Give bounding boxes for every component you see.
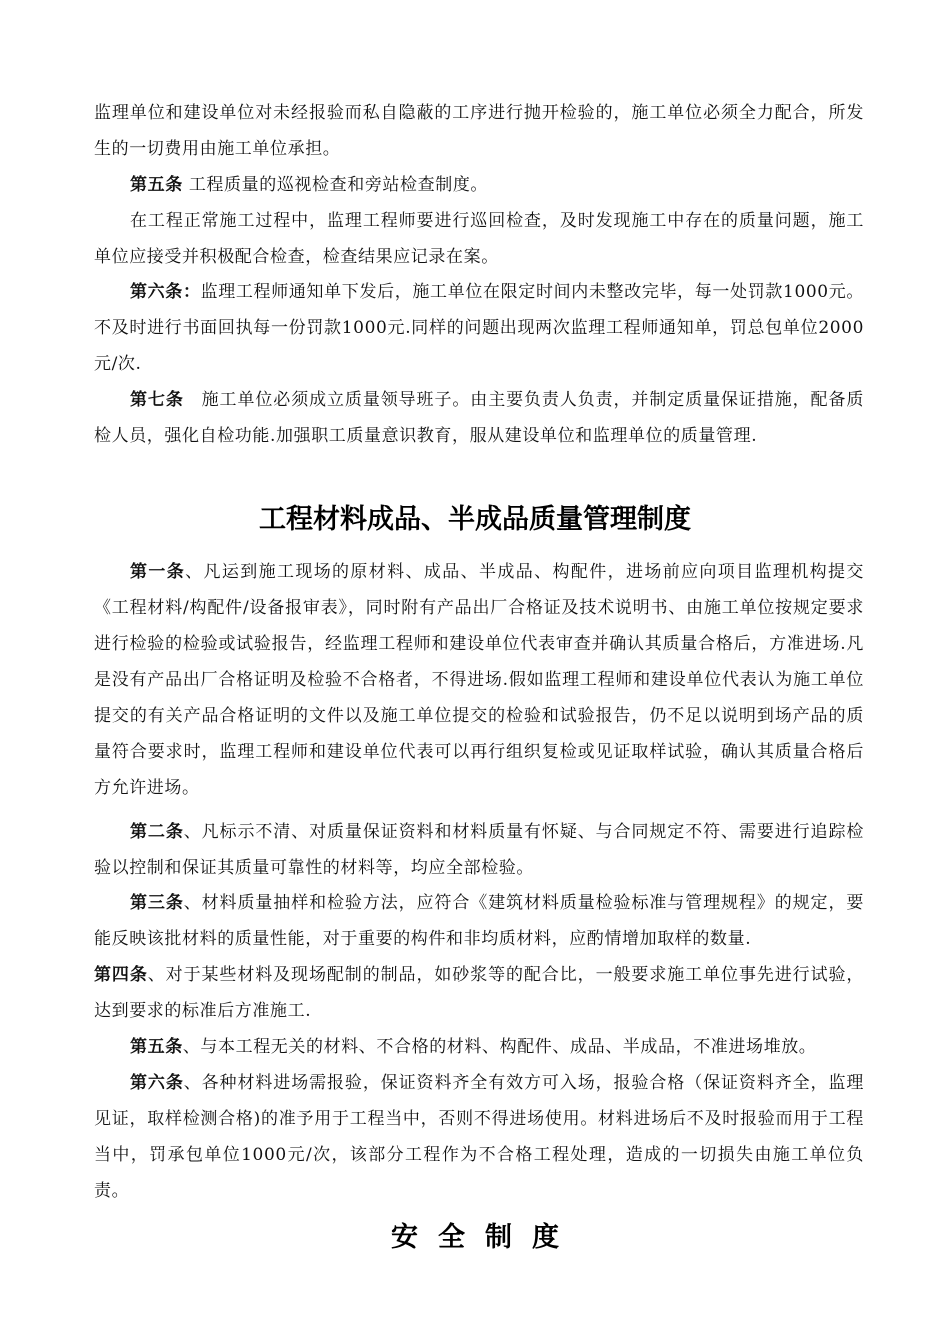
materials-article-6 xyxy=(94,1065,864,1209)
article-label: 第四条 xyxy=(94,965,148,985)
paragraph-inspection xyxy=(94,203,864,275)
article-text: 、凡标示不清、对质量保证资料和材料质量有怀疑、与合同规定不符、需要进行追踪检验以控制和保证其质量可靠性的材料等，均应全部检验。 xyxy=(94,822,864,878)
article-5 xyxy=(94,167,864,203)
materials-article-2 xyxy=(94,814,864,886)
materials-article-4 xyxy=(94,957,864,1029)
article-text: 施工单位必须成立质量领导班子。由主要负责人负责，并制定质量保证措施，配备质检人员，强化自检功能.加强职工质量意识教育，服从建设单位和监理单位的质量管理. xyxy=(94,390,864,446)
article-7 xyxy=(94,382,864,454)
article-label: 第三条 xyxy=(130,893,184,913)
materials-article-1 xyxy=(94,554,864,806)
article-text: 、各种材料进场需报验，保证资料齐全有效方可入场，报验合格（保证资料齐全，监理见证，取样检测合格)的准予用于工程当中，否则不得进场使用。材料进场后不及时报验而用于工程当中，罚承包单位1000元/次，该部分工程作为不合格工程处理，造成的一切损失由施工单位负责。 xyxy=(94,1073,864,1201)
article-label: 第二条 xyxy=(130,822,184,842)
paragraph-text: 在工程正常施工过程中，监理工程师要进行巡回检查，及时发现施工中存在的质量问题，施工单位应接受并积极配合检查，检查结果应记录在案。 xyxy=(94,211,864,267)
materials-article-5 xyxy=(94,1029,864,1065)
section-heading-materials: 工程材料成品、半成品质量管理制度 xyxy=(259,504,691,535)
article-text: 监理工程师通知单下发后，施工单位在限定时间内未整改完毕，每一处罚款1000元。不及时进行书面回执每一份罚款1000元.同样的问题出现两次监理工程师通知单，罚总包单位2000元/次. xyxy=(94,282,864,374)
article-label: 第一条 xyxy=(130,562,186,582)
article-label: 第六条 xyxy=(130,1073,184,1093)
materials-article-3 xyxy=(94,885,864,957)
article-label: 第六条： xyxy=(130,282,201,302)
paragraph-text: 监理单位和建设单位对未经报验而私自隐蔽的工序进行抛开检验的，施工单位必须全力配合，所发生的一切费用由施工单位承担。 xyxy=(94,103,864,159)
paragraph-intro xyxy=(94,95,864,167)
article-label: 第七条 xyxy=(130,390,184,410)
section-heading-safety: 安全制度 xyxy=(391,1222,579,1253)
article-6 xyxy=(94,274,864,382)
article-text: 、凡运到施工现场的原材料、成品、半成品、构配件，进场前应向项目监理机构提交《工程材料/构配件/设备报审表》，同时附有产品出厂合格证及技术说明书、由施工单位按规定要求进行检验的检验或试验报告，经监理工程师和建设单位代表审查并确认其质量合格后，方准进场.凡是没有产品出厂合格证明及检验不合格者，不得进场.假如监理工程师和建设单位代表认为施工单位提交的有关产品合格证明的文件以及施工单位提交的检验和试验报告，仍不足以说明到场产品的质量符合要求时，监理工程师和建设单位代表可以再行组织复检或见证取样试验，确认其质量合格后方允许进场。 xyxy=(94,562,864,798)
article-text: 、对于某些材料及现场配制的制品，如砂浆等的配合比，一般要求施工单位事先进行试验，达到要求的标准后方准施工. xyxy=(94,965,864,1021)
article-text: 、与本工程无关的材料、不合格的材料、构配件、成品、半成品，不准进场堆放。 xyxy=(182,1037,817,1057)
article-label: 第五条 xyxy=(130,1037,183,1057)
article-text: 工程质量的巡视检查和旁站检查制度。 xyxy=(182,175,489,195)
article-text: 、材料质量抽样和检验方法，应符合《建筑材料质量检验标准与管理规程》的规定，要能反映该批材料的质量性能，对于重要的构件和非均质材料，应酌情增加取样的数量. xyxy=(94,893,864,949)
article-label: 第五条 xyxy=(130,175,183,195)
